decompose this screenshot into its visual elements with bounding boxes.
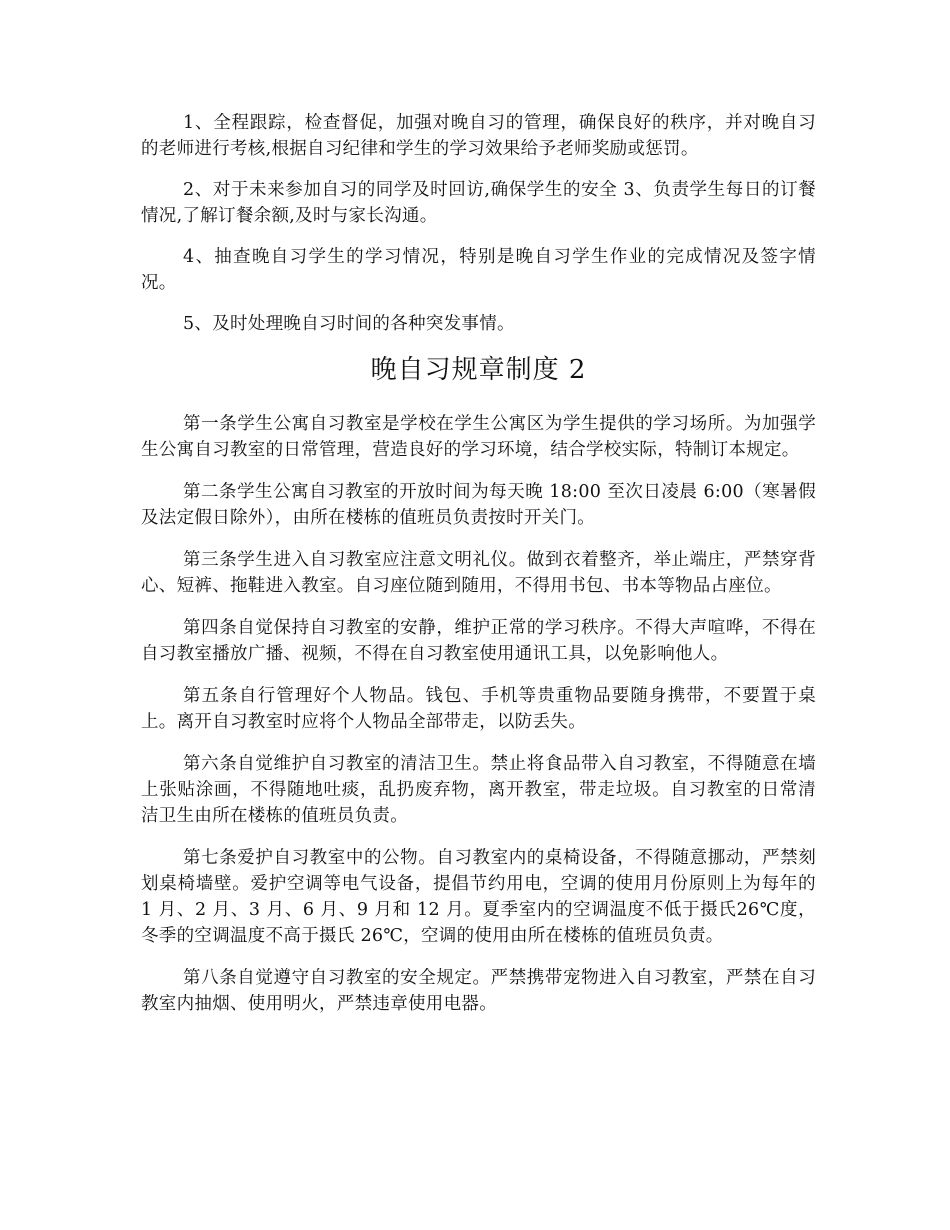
intro-item-1: 1、全程跟踪，检查督促，加强对晚自习的管理，确保良好的秩序，并对晚自习的老师进行考核,根据自习纪律和学生的学习效果给予老师奖励或惩罚。 [141,113,816,159]
article-7: 第七条爱护自习教室中的公物。自习教室内的桌椅设备，不得随意挪动，严禁刻划桌椅墙壁。爱护空调等电气设备，提倡节约用电，空调的使用月份原则上为每年的 1 月、2 月、3 月、6 月、9 月和 12 月。夏季室内的空调温度不低于摄氏26℃度，冬季的空调温度不高于摄氏 26℃，空调的使用由所在楼栋的值班员负责。 [141,848,816,946]
intro-item-4: 4、抽查晚自习学生的学习情况，特别是晚自习学生作业的完成情况及签字情况。 [141,247,816,293]
section-title: 晚自习规章制度 2 [370,355,587,385]
intro-item-2: 2、对于未来参加自习的同学及时回访,确保学生的安全 3、负责学生每日的订餐情况,了解订餐余额,及时与家长沟通。 [141,180,816,226]
article-1: 第一条学生公寓自习教室是学校在学生公寓区为学生提供的学习场所。为加强学生公寓自习教室的日常管理，营造良好的学习环境，结合学校实际，特制订本规定。 [141,414,816,460]
article-3: 第三条学生进入自习教室应注意文明礼仪。做到衣着整齐，举止端庄，严禁穿背心、短裤、拖鞋进入教室。自习座位随到随用，不得用书包、书本等物品占座位。 [141,550,816,596]
article-4: 第四条自觉保持自习教室的安静，维护正常的学习秩序。不得大声喧哗，不得在自习教室播放广播、视频，不得在自习教室使用通讯工具，以免影响他人。 [141,618,816,664]
article-8: 第八条自觉遵守自习教室的安全规定。严禁携带宠物进入自习教室，严禁在自习教室内抽烟、使用明火，严禁违章使用电器。 [141,968,816,1014]
article-6: 第六条自觉维护自习教室的清洁卫生。禁止将食品带入自习教室，不得随意在墙上张贴涂画，不得随地吐痰，乱扔废弃物，离开教室，带走垃圾。自习教室的日常清洁卫生由所在楼栋的值班员负责。 [141,754,816,826]
intro-item-5: 5、及时处理晚自习时间的各种突发事情。 [183,314,515,334]
article-2: 第二条学生公寓自习教室的开放时间为每天晚 18:00 至次日凌晨 6:00（寒暑假及法定假日除外），由所在楼栋的值班员负责按时开关门。 [141,482,816,528]
article-5: 第五条自行管理好个人物品。钱包、手机等贵重物品要随身携带，不要置于桌上。离开自习教室时应将个人物品全部带走，以防丢失。 [141,686,816,732]
document-page [141,110,816,1033]
